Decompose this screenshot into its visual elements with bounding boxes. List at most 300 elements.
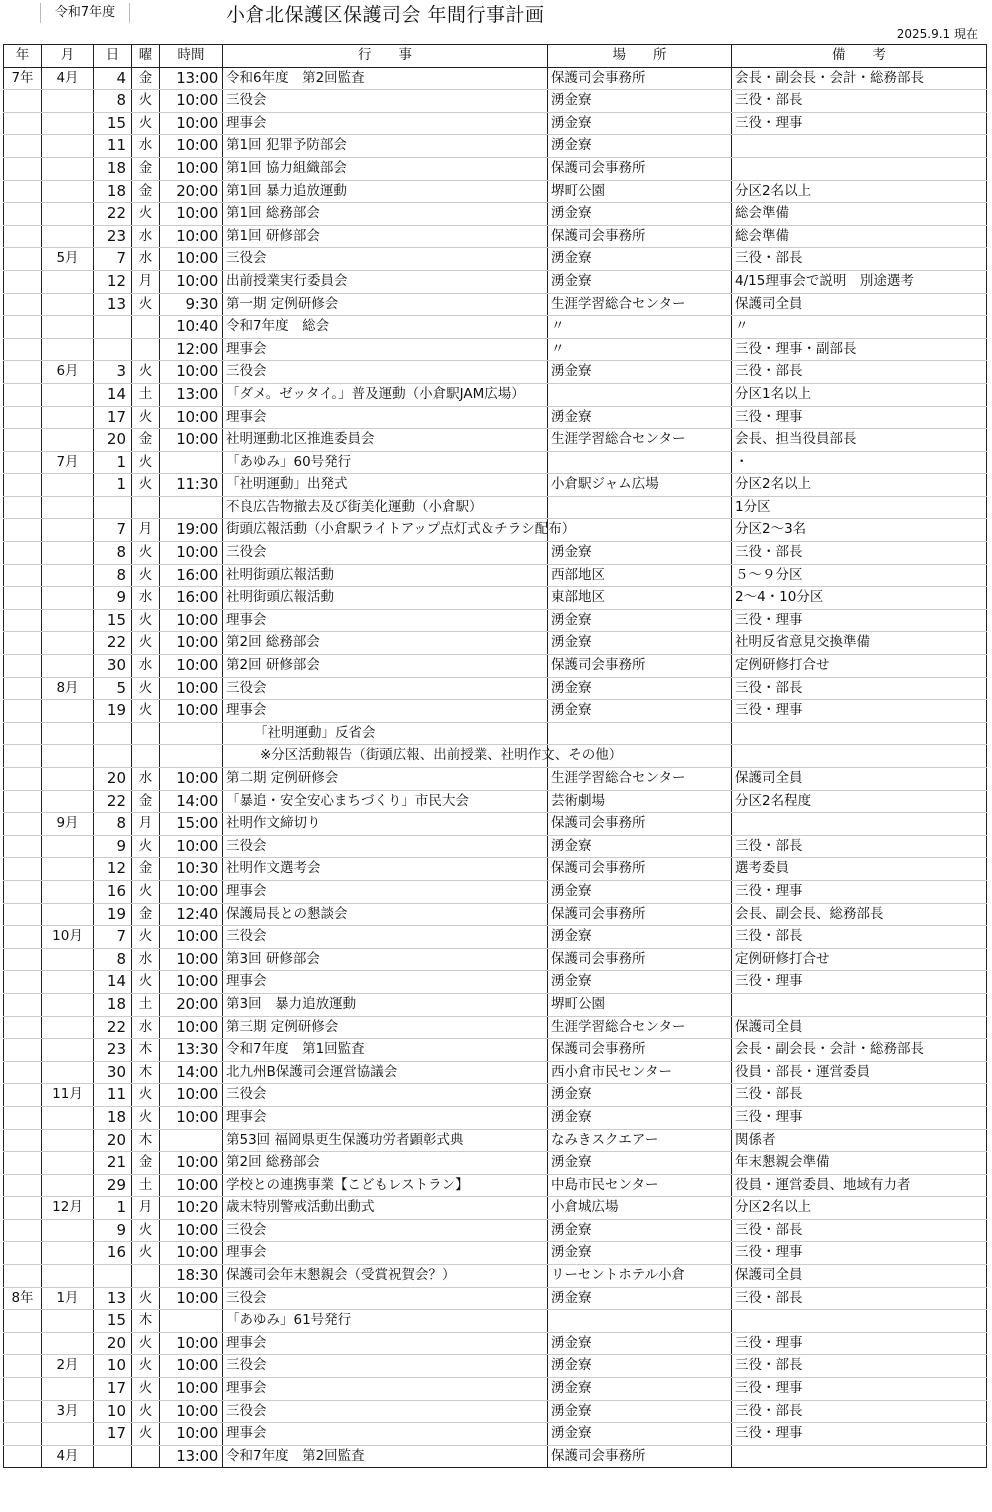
cell-place-text: 堺町公園 (551, 182, 605, 199)
cell-weekday (132, 926, 160, 949)
cell-month (42, 971, 94, 994)
cell-day (94, 90, 132, 113)
cell-note-text: 三役・理事 (735, 1425, 803, 1442)
cell-place-text: 東部地区 (551, 589, 605, 606)
cell-year (4, 180, 42, 203)
cell-place (548, 1332, 732, 1355)
cell-day-text: 15 (106, 1311, 126, 1330)
cell-year (4, 383, 42, 406)
cell-note (732, 1174, 987, 1197)
cell-day-text: 8 (116, 949, 126, 968)
cell-time (160, 429, 223, 452)
cell-time-text: 10:00 (176, 927, 218, 946)
cell-event-text: 第1回 暴力追放運動 (226, 182, 347, 199)
cell-event-text: 第2回 総務部会 (226, 634, 320, 651)
cell-day (94, 112, 132, 135)
cell-month (42, 1445, 94, 1468)
cell-note-text: 会長、担当役員部長 (735, 431, 857, 448)
cell-note (732, 1061, 987, 1084)
cell-day (94, 700, 132, 723)
cell-year (4, 293, 42, 316)
cell-month-text: 2月 (56, 1357, 79, 1374)
cell-place-text: 湧金寮 (551, 114, 592, 131)
table-row (4, 361, 987, 384)
cell-time-text: 10:00 (176, 1356, 218, 1375)
cell-event-text: 三役会 (226, 1086, 267, 1103)
cell-note (732, 1039, 987, 1062)
table-row (4, 542, 987, 565)
cell-event-text: 「暴追・安全安心まちづくり」市民大会 (226, 792, 469, 809)
cell-weekday (132, 835, 160, 858)
cell-day-text: 8 (116, 814, 126, 833)
cell-event (223, 1378, 548, 1401)
cell-weekday-text: 火 (138, 702, 153, 719)
cell-note (732, 655, 987, 678)
cell-day (94, 157, 132, 180)
cell-weekday-text: 火 (138, 363, 153, 380)
cell-month-text: 4月 (56, 69, 79, 86)
cell-month (42, 1242, 94, 1265)
cell-note-text: 三役・理事 (735, 1108, 803, 1125)
cell-weekday (132, 1152, 160, 1175)
table-row (4, 225, 987, 248)
cell-place (548, 293, 732, 316)
cell-weekday-text: 火 (138, 205, 153, 222)
cell-year (4, 496, 42, 519)
table-row (4, 316, 987, 339)
cell-day-text: 18 (106, 1107, 126, 1126)
cell-weekday (132, 587, 160, 610)
cell-time (160, 1039, 223, 1062)
cell-note (732, 203, 987, 226)
cell-year (4, 790, 42, 813)
cell-place-text: 保護司会事務所 (551, 950, 646, 967)
cell-month (42, 270, 94, 293)
cell-month (42, 948, 94, 971)
cell-time-text: 10:00 (176, 249, 218, 268)
cell-time (160, 406, 223, 429)
cell-weekday (132, 971, 160, 994)
cell-place-text: 湧金寮 (551, 611, 592, 628)
cell-day-text: 20 (106, 430, 126, 449)
fiscal-year-label: 令和7年度 (40, 3, 130, 23)
cell-year-text: 8年 (11, 1289, 34, 1306)
cell-year (4, 542, 42, 565)
cell-month (42, 993, 94, 1016)
cell-time (160, 180, 223, 203)
cell-time-text: 9:30 (185, 294, 218, 313)
cell-note (732, 564, 987, 587)
cell-note (732, 1197, 987, 1220)
table-row (4, 790, 987, 813)
table-row (4, 406, 987, 429)
cell-weekday (132, 496, 160, 519)
cell-event-text: 第1回 研修部会 (226, 227, 320, 244)
cell-note-text: 三役・部長 (735, 837, 803, 854)
cell-weekday-text: 土 (138, 995, 153, 1012)
cell-event-text: 令和6年度 第2回監査 (226, 69, 365, 86)
cell-day (94, 768, 132, 791)
cell-month (42, 225, 94, 248)
cell-event (223, 971, 548, 994)
cell-day (94, 383, 132, 406)
cell-event (223, 1061, 548, 1084)
cell-note-text: 三役・理事 (735, 702, 803, 719)
cell-weekday (132, 203, 160, 226)
table-row (4, 1445, 987, 1468)
cell-day-text: 4 (116, 68, 126, 87)
col-header-note: 備 考 (732, 45, 987, 68)
cell-note-text: 選考委員 (735, 860, 789, 877)
table-row (4, 1310, 987, 1333)
cell-note (732, 745, 987, 768)
cell-month (42, 383, 94, 406)
table-row (4, 293, 987, 316)
table-row (4, 1129, 987, 1152)
table-row (4, 1197, 987, 1220)
cell-event-text: 理事会 (226, 702, 267, 719)
cell-year (4, 1152, 42, 1175)
cell-time (160, 383, 223, 406)
table-row (4, 429, 987, 452)
cell-weekday-text: 水 (138, 250, 153, 267)
cell-time-text: 10:00 (176, 1424, 218, 1443)
cell-place-text: 湧金寮 (551, 837, 592, 854)
cell-note-text: 三役・理事 (735, 1334, 803, 1351)
cell-note (732, 948, 987, 971)
cell-weekday-text: 火 (138, 1221, 153, 1238)
cell-weekday (132, 790, 160, 813)
cell-day (94, 1152, 132, 1175)
cell-day-text: 22 (106, 791, 126, 810)
cell-day-text: 12 (106, 271, 126, 290)
cell-weekday-text: 木 (138, 1131, 153, 1148)
cell-time-text: 10:00 (176, 656, 218, 675)
cell-month (42, 1332, 94, 1355)
cell-weekday (132, 1332, 160, 1355)
cell-weekday-text: 火 (138, 476, 153, 493)
cell-event (223, 1219, 548, 1242)
cell-day-text: 22 (106, 633, 126, 652)
cell-event-text: 街頭広報活動（小倉駅ライトアップ点灯式＆チラシ配布） (226, 521, 576, 538)
cell-month (42, 1265, 94, 1288)
cell-weekday-text: 火 (138, 1357, 153, 1374)
cell-note-text: 三役・部長 (735, 1289, 803, 1306)
cell-weekday (132, 1287, 160, 1310)
cell-weekday-text: 火 (138, 1380, 153, 1397)
cell-month (42, 451, 94, 474)
cell-event-text: 「社明運動」反省会 (254, 724, 376, 741)
cell-event-text: 理事会 (226, 408, 267, 425)
cell-month (42, 248, 94, 271)
cell-month (42, 1287, 94, 1310)
cell-year (4, 112, 42, 135)
cell-place-text: 湧金寮 (551, 137, 592, 154)
cell-note-text: 三役・部長 (735, 1221, 803, 1238)
cell-day (94, 203, 132, 226)
cell-weekday-text: 木 (138, 1063, 153, 1080)
cell-month (42, 429, 94, 452)
cell-place (548, 1106, 732, 1129)
cell-time (160, 135, 223, 158)
cell-day-text: 12 (106, 859, 126, 878)
cell-note-text: 年末懇親会準備 (735, 1154, 830, 1171)
cell-event (223, 790, 548, 813)
table-row (4, 496, 987, 519)
cell-time-text: 10:00 (176, 1243, 218, 1262)
cell-time-text: 10:00 (176, 1379, 218, 1398)
cell-event (223, 880, 548, 903)
cell-event-text: 令和7年度 総会 (226, 318, 330, 335)
col-header-time: 時間 (160, 45, 223, 68)
cell-place (548, 180, 732, 203)
cell-time (160, 1242, 223, 1265)
cell-weekday (132, 1423, 160, 1446)
cell-event-text: 社明街頭広報活動 (226, 566, 334, 583)
cell-note (732, 338, 987, 361)
cell-event (223, 157, 548, 180)
cell-event-text: 社明街頭広報活動 (226, 589, 334, 606)
cell-time (160, 587, 223, 610)
cell-weekday (132, 157, 160, 180)
cell-weekday (132, 67, 160, 90)
cell-day (94, 1400, 132, 1423)
table-row (4, 903, 987, 926)
cell-month-text: 5月 (56, 250, 79, 267)
cell-time (160, 1355, 223, 1378)
cell-time (160, 316, 223, 339)
cell-month (42, 1061, 94, 1084)
cell-day (94, 542, 132, 565)
cell-event-text: 理事会 (226, 114, 267, 131)
cell-day (94, 926, 132, 949)
cell-day (94, 1378, 132, 1401)
cell-event-text: 第二期 定例研修会 (226, 770, 339, 786)
cell-day (94, 1197, 132, 1220)
cell-weekday-text: 金 (138, 431, 153, 448)
cell-day (94, 903, 132, 926)
cell-time (160, 745, 223, 768)
cell-time (160, 542, 223, 565)
cell-event-text: 学校との連携事業【こどもレストラン】 (226, 1176, 469, 1193)
cell-time-text: 10:00 (176, 226, 218, 245)
cell-note-text: 分区2名程度 (735, 792, 812, 809)
table-row (4, 474, 987, 497)
cell-month (42, 880, 94, 903)
cell-weekday-text: 火 (138, 928, 153, 945)
table-row (4, 1332, 987, 1355)
cell-weekday (132, 1061, 160, 1084)
table-row (4, 203, 987, 226)
cell-weekday-text: 木 (138, 1041, 153, 1058)
cell-note-text: 三役・理事 (735, 1380, 803, 1397)
cell-event-text: 三役会 (226, 544, 267, 561)
cell-note (732, 248, 987, 271)
cell-year (4, 1378, 42, 1401)
cell-year (4, 248, 42, 271)
cell-time (160, 971, 223, 994)
cell-year (4, 270, 42, 293)
cell-event-text: 北九州B保護司会運営協議会 (226, 1063, 398, 1080)
cell-year (4, 135, 42, 158)
cell-month (42, 474, 94, 497)
cell-time (160, 67, 223, 90)
cell-note-text: 関係者 (735, 1131, 776, 1148)
cell-note (732, 722, 987, 745)
cell-note-text: 三役・部長 (735, 250, 803, 267)
cell-year (4, 858, 42, 881)
cell-month (42, 361, 94, 384)
cell-month (42, 677, 94, 700)
cell-place-text: 西小倉市民センター (551, 1063, 672, 1080)
cell-event-text: 第3回 暴力追放運動 (226, 995, 357, 1012)
cell-place (548, 496, 732, 519)
cell-note (732, 270, 987, 293)
cell-weekday-text: 火 (138, 114, 153, 131)
cell-place-text: 保護司会事務所 (551, 159, 646, 176)
cell-day (94, 1287, 132, 1310)
cell-month (42, 768, 94, 791)
cell-note (732, 1378, 987, 1401)
cell-place-text: 湧金寮 (551, 1154, 592, 1171)
cell-day-text: 1 (116, 475, 126, 494)
cell-note-text: 三役・理事 (735, 114, 803, 131)
cell-note (732, 813, 987, 836)
cell-month (42, 1400, 94, 1423)
cell-weekday (132, 90, 160, 113)
cell-year (4, 587, 42, 610)
cell-note-text: 三役・部長 (735, 928, 803, 945)
cell-event (223, 1332, 548, 1355)
cell-weekday-text: 月 (138, 1199, 153, 1216)
cell-event (223, 316, 548, 339)
cell-note (732, 971, 987, 994)
cell-place (548, 880, 732, 903)
cell-weekday-text: 火 (138, 973, 153, 990)
cell-place-text: 湧金寮 (551, 92, 592, 109)
cell-year (4, 700, 42, 723)
cell-place (548, 429, 732, 452)
cell-day (94, 451, 132, 474)
cell-day-text: 13 (106, 294, 126, 313)
cell-time (160, 1174, 223, 1197)
cell-event (223, 270, 548, 293)
cell-time-text: 13:00 (176, 384, 218, 403)
cell-event (223, 361, 548, 384)
cell-day (94, 677, 132, 700)
cell-time-text: 10:00 (176, 543, 218, 562)
cell-note (732, 1106, 987, 1129)
cell-event-text: 第53回 福岡県更生保護功労者顕彰式典 (226, 1131, 464, 1148)
cell-note-text: 三役・部長 (735, 1357, 803, 1374)
cell-note (732, 993, 987, 1016)
cell-time-text: 16:00 (176, 565, 218, 584)
cell-note-text: 分区2～3名 (735, 521, 807, 538)
col-header-place: 場 所 (548, 45, 732, 68)
cell-time (160, 1400, 223, 1423)
cell-day-text: 18 (106, 994, 126, 1013)
cell-time-text: 18:30 (176, 1266, 218, 1285)
cell-event (223, 203, 548, 226)
table-row (4, 248, 987, 271)
cell-year (4, 1197, 42, 1220)
cell-day-text: 9 (116, 836, 126, 855)
cell-time (160, 361, 223, 384)
cell-place-text: なみきスクエアー (551, 1131, 659, 1148)
cell-weekday (132, 1197, 160, 1220)
cell-note (732, 609, 987, 632)
cell-event (223, 293, 548, 316)
cell-weekday-text: 金 (138, 860, 153, 877)
table-row (4, 1423, 987, 1446)
cell-time-text: 20:00 (176, 994, 218, 1013)
cell-time (160, 813, 223, 836)
cell-place (548, 406, 732, 429)
cell-event-text: 第一期 定例研修会 (226, 295, 339, 312)
cell-event-text: 理事会 (226, 340, 267, 357)
cell-month (42, 1129, 94, 1152)
cell-event-text: 三役会 (226, 1289, 267, 1306)
cell-event (223, 225, 548, 248)
cell-note (732, 926, 987, 949)
cell-place-text: 湧金寮 (551, 205, 592, 222)
cell-weekday (132, 677, 160, 700)
cell-year (4, 564, 42, 587)
col-header-year: 年 (4, 45, 42, 68)
cell-place-text: 湧金寮 (551, 702, 592, 719)
cell-event (223, 1152, 548, 1175)
cell-weekday (132, 135, 160, 158)
cell-event-text: 歳末特別警戒活動出動式 (226, 1199, 375, 1216)
cell-weekday-text: 火 (138, 1244, 153, 1261)
cell-place (548, 948, 732, 971)
cell-note (732, 880, 987, 903)
cell-year (4, 677, 42, 700)
cell-weekday-text: 火 (138, 1402, 153, 1419)
table-row (4, 1061, 987, 1084)
cell-time-text: 16:00 (176, 588, 218, 607)
cell-month (42, 926, 94, 949)
cell-month (42, 316, 94, 339)
cell-day-text: 16 (106, 881, 126, 900)
cell-day-text: 14 (106, 384, 126, 403)
cell-place (548, 564, 732, 587)
cell-place (548, 316, 732, 339)
cell-day (94, 1106, 132, 1129)
cell-month (42, 1219, 94, 1242)
cell-time (160, 519, 223, 542)
table-row (4, 722, 987, 745)
cell-place-text: 湧金寮 (551, 634, 592, 651)
table-row (4, 1016, 987, 1039)
cell-event-text: 保護局長との懇談会 (226, 905, 348, 922)
cell-month (42, 1039, 94, 1062)
cell-place (548, 1400, 732, 1423)
cell-event (223, 587, 548, 610)
cell-place (548, 1445, 732, 1468)
cell-day-text: 23 (106, 226, 126, 245)
cell-day (94, 1423, 132, 1446)
cell-event-text: 「あゆみ」61号発行 (226, 1312, 352, 1329)
cell-note (732, 587, 987, 610)
cell-time-text: 15:00 (176, 814, 218, 833)
table-row (4, 587, 987, 610)
cell-day-text: 18 (106, 181, 126, 200)
cell-event (223, 180, 548, 203)
cell-year-text: 7年 (11, 69, 34, 86)
cell-place-text: 湧金寮 (551, 973, 592, 990)
table-row (4, 112, 987, 135)
